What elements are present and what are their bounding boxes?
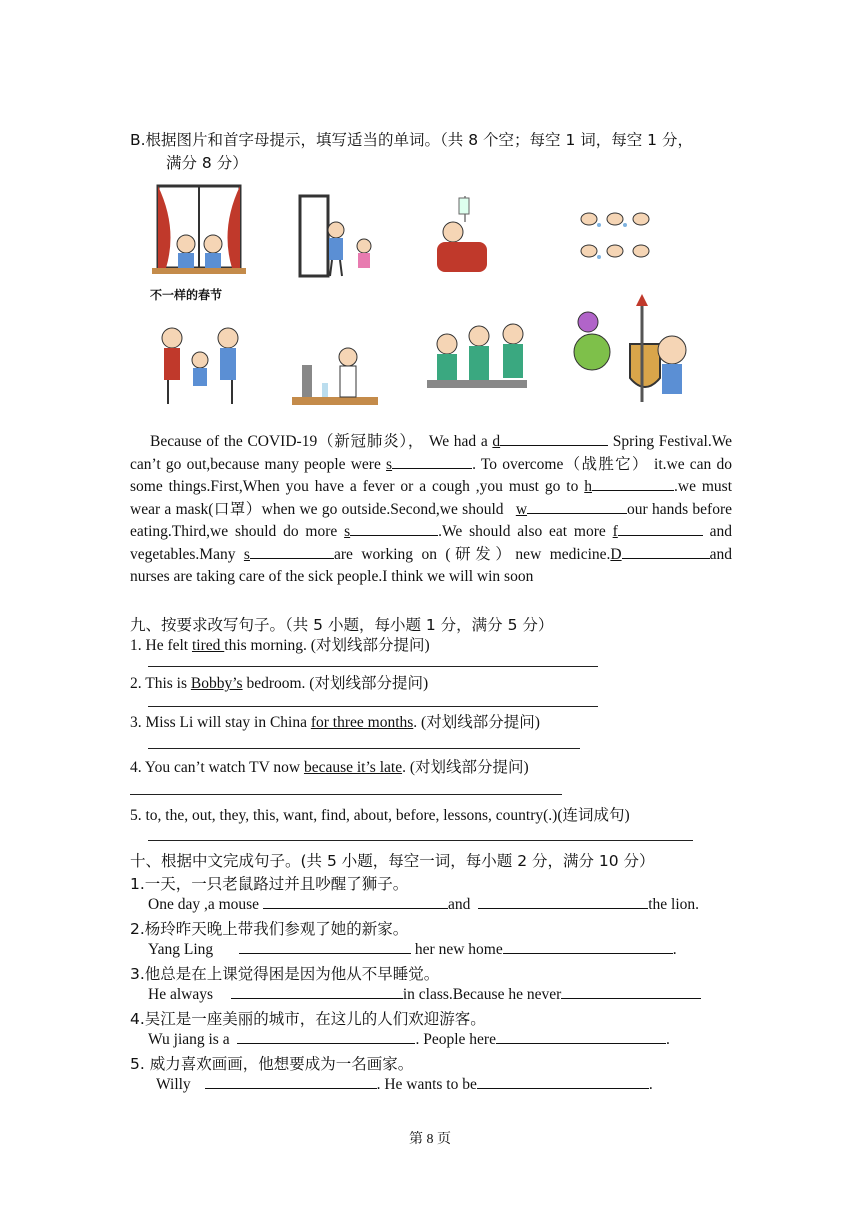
passage-text: and nurses are taking care of the sick people.I think we will win soon [130, 545, 732, 585]
q9-3-instruction: . (对划线部分提问) [413, 714, 540, 731]
blank-5[interactable] [350, 521, 438, 536]
q9-2 [130, 671, 428, 693]
q10-1-text: the lion. [648, 896, 700, 913]
picture-caption: 不一样的春节 [150, 288, 223, 302]
blank-2[interactable] [392, 454, 472, 469]
blank-4-hint[interactable]: w [515, 500, 528, 518]
blank-6[interactable] [618, 521, 703, 536]
q10-2-text: her new home [411, 941, 503, 958]
q9-4-answer-line[interactable] [130, 794, 562, 795]
page-number: 第 8 页 [409, 1132, 451, 1147]
q9-1 [130, 633, 430, 655]
q10-5-text: Willy [156, 1076, 195, 1093]
passage-text: and vegetables.Many [130, 523, 732, 563]
blank-3[interactable] [592, 476, 674, 491]
q9-2-underlined: Bobby’s [190, 675, 243, 692]
q10-1-blank-1[interactable] [263, 894, 448, 909]
q9-5: 5. to, the, out, they, this, want, find, about, before, lessons, country(.)(连词成句) [130, 807, 630, 824]
handwashing-picture [575, 205, 660, 270]
q9-2-answer-line[interactable] [148, 706, 598, 707]
q9-2-instruction: bedroom. (对划线部分提问) [242, 675, 429, 692]
q10-2-blank-2[interactable] [503, 939, 673, 954]
q10-1 [148, 894, 699, 914]
q10-5-blank-2[interactable] [477, 1074, 649, 1089]
section-9-title: 九、按要求改写句子。（共 5 小题，每小题 1 分，满分 5 分） [130, 616, 554, 634]
blank-2-hint[interactable]: s [386, 455, 393, 473]
q10-3-chinese: 3.他总是在上课觉得困是因为他从不早睡觉。 [130, 965, 440, 983]
q10-4-blank-2[interactable] [496, 1029, 666, 1044]
q10-2 [148, 939, 677, 959]
q10-1-blank-2[interactable] [478, 894, 648, 909]
blank-4[interactable] [527, 499, 627, 514]
q9-1-instruction: this morning. (对划线部分提问) [224, 637, 430, 654]
q10-4-text: . [665, 1031, 670, 1048]
window-family-picture [138, 178, 258, 303]
q10-3-text: in class.Because he never [402, 986, 562, 1003]
section-b-title-cont: 满分 8 分） [166, 154, 248, 172]
q9-4-underlined: because it’s late [303, 759, 403, 776]
blank-7[interactable] [250, 544, 334, 559]
q9-1-underlined: tired [191, 637, 225, 654]
blank-8-hint[interactable]: D [610, 545, 622, 563]
passage-text: Spring Festival.We can’t go out,because many people were [130, 433, 733, 473]
q9-1-answer-line[interactable] [148, 666, 598, 667]
doctor-door-picture [292, 190, 402, 285]
doctors-operating-picture [417, 310, 542, 405]
reading-passage [130, 431, 732, 589]
passage-text: . To overcome（战胜它） it.we can do some things.First,When you have a fever or a cough ,you must go to [130, 455, 732, 495]
q9-4-instruction: . (对划线部分提问) [402, 759, 529, 776]
q10-1-text: One day ,a mouse [148, 896, 263, 913]
hospital-patient-picture [425, 192, 497, 282]
q10-3-blank-1[interactable] [231, 984, 403, 999]
spacer [508, 500, 516, 514]
q10-4-chinese: 4.吴江是一座美丽的城市，在这儿的人们欢迎游客。 [130, 1010, 486, 1028]
passage-text: our hands before eating.Third,we should do more [130, 500, 733, 540]
q10-4-text: . People here [415, 1031, 496, 1048]
q9-3-answer-line[interactable] [148, 748, 580, 749]
blank-3-hint[interactable]: h [584, 478, 592, 495]
q10-1-chinese: 1.一天，一只老鼠路过并且吵醒了狮子。 [130, 875, 409, 893]
q9-1-text: 1. He felt [130, 637, 192, 654]
q10-4 [148, 1029, 670, 1049]
q10-2-blank-1[interactable] [239, 939, 411, 954]
blank-1[interactable] [500, 431, 608, 446]
q10-5-chinese: 5. 威力喜欢画画，他想要成为一名画家。 [130, 1055, 414, 1073]
passage-text: are working on (研发）new medicine. [333, 545, 611, 563]
spacer [195, 1075, 205, 1089]
q9-3 [130, 710, 540, 732]
q9-4-text: 4. You can’t watch TV now [130, 759, 304, 776]
q10-4-blank-1[interactable] [237, 1029, 415, 1044]
passage-text: Because of the COVID-19（新冠肺炎）， We had a [150, 433, 493, 450]
spacer [217, 985, 231, 999]
blank-8[interactable] [622, 544, 710, 559]
q10-5-text: . He wants to be [376, 1076, 477, 1093]
q10-5 [156, 1074, 653, 1094]
family-mask-picture [150, 320, 250, 410]
q9-2-text: 2. This is [130, 675, 191, 692]
blank-5-hint[interactable]: s [344, 523, 351, 540]
spacer [217, 940, 239, 954]
q10-5-text: . [648, 1076, 653, 1093]
scientist-lab-picture [288, 335, 383, 413]
q9-5-answer-line[interactable] [148, 840, 693, 841]
blank-6-hint[interactable]: f [612, 523, 618, 540]
q10-2-chinese: 2.杨玲昨天晚上带我们参观了她的新家。 [130, 920, 409, 938]
blank-7-hint[interactable]: s [243, 545, 250, 563]
section-10-title: 十、根据中文完成句子。(共 5 小题，每空一词，每小题 2 分，满分 10 分） [130, 852, 655, 870]
q10-1-text: and [447, 896, 475, 913]
q10-2-text: . [672, 941, 677, 958]
q10-3 [148, 984, 701, 1004]
q10-3-blank-2[interactable] [561, 984, 701, 999]
passage-text: .we must wear a mask(口罩）when we go outside.Second,we should [130, 478, 732, 518]
q9-3-underlined: for three months [310, 714, 414, 731]
q9-3-text: 3. Miss Li will stay in China [130, 714, 311, 731]
section-b-title: B.根据图片和首字母提示，填写适当的单词。（共 8 个空；每空 1 词，每空 1 分， [130, 131, 693, 149]
passage-text: .We should also eat more [438, 523, 613, 540]
q10-4-text: Wu jiang is a [148, 1031, 234, 1048]
q10-2-text: Yang Ling [148, 941, 218, 958]
q10-5-blank-1[interactable] [205, 1074, 377, 1089]
virus-shield-picture [560, 292, 700, 417]
blank-1-hint[interactable]: d [492, 433, 501, 450]
q10-3-text: He always [148, 986, 217, 1003]
q9-4 [130, 755, 529, 777]
